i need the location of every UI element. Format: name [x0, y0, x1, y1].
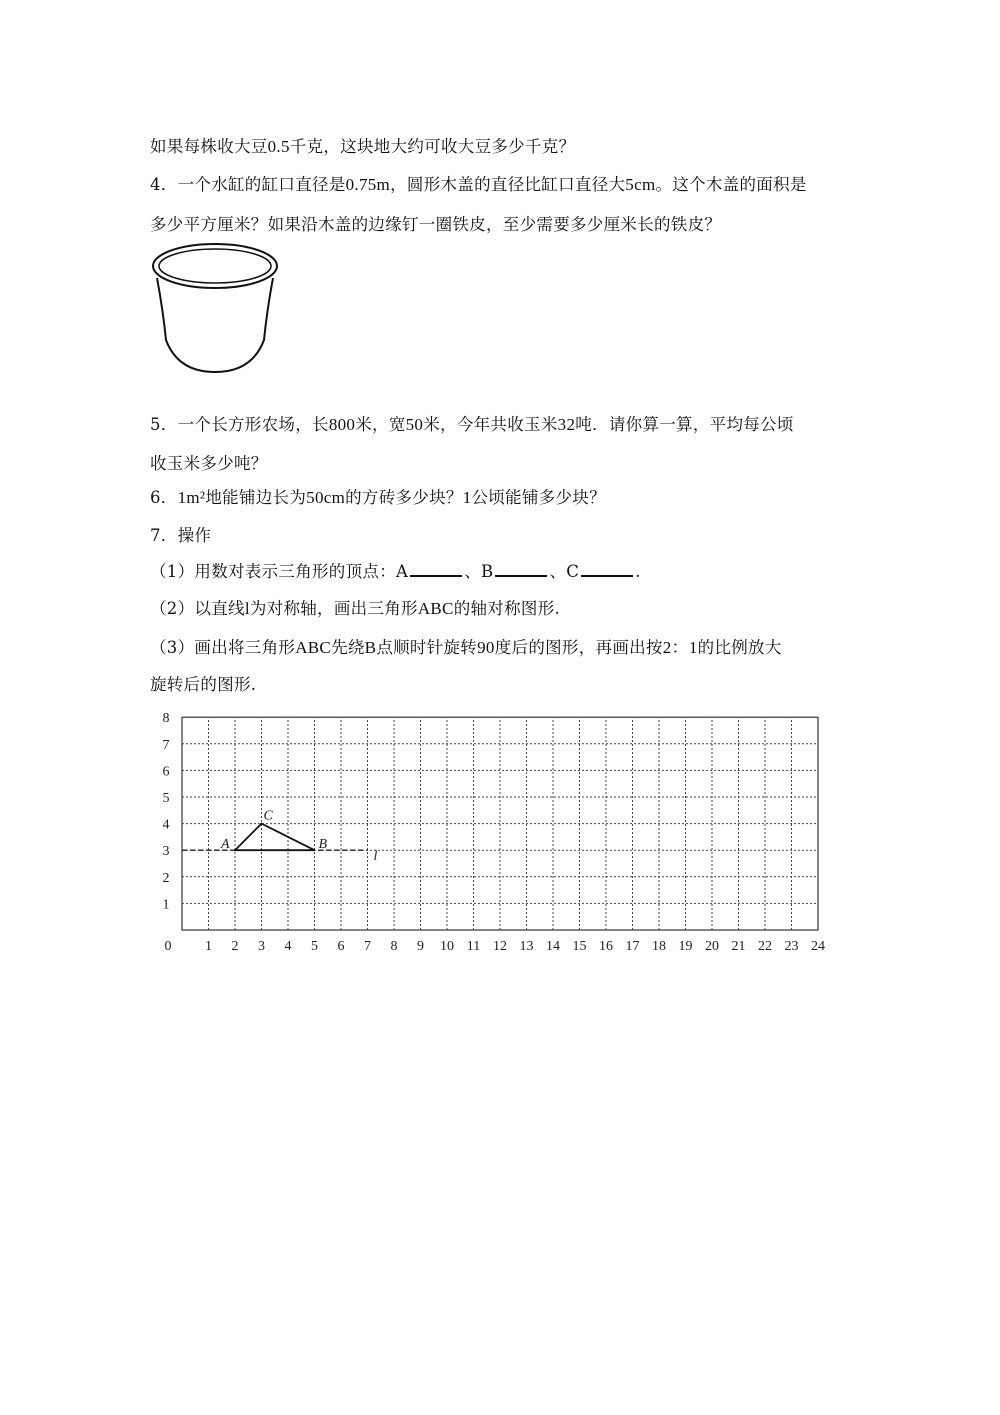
q5-length: 800: [328, 415, 356, 434]
x-tick-label: 18: [652, 939, 666, 954]
q6-text-g: 公顷能铺多少块？: [471, 488, 606, 507]
q7-p1-text-a: （1）用数对表示三角形的顶点：A: [150, 562, 409, 581]
q5-tons: 32: [557, 415, 576, 434]
symmetry-line-label: l: [373, 849, 378, 865]
q4-text-a: 4．一个水缸的缸口直径是: [150, 175, 346, 194]
answer-blank-c[interactable]: [581, 561, 633, 577]
x-tick-label: 0: [164, 939, 172, 954]
x-tick-label: 15: [572, 939, 587, 954]
q3-tail-line: [150, 133, 575, 157]
q6-text-c: 地能铺边长为: [205, 488, 307, 507]
y-tick-label: 7: [162, 737, 170, 753]
q7-title: 7．操作: [150, 526, 212, 545]
q7-part-1: [150, 558, 641, 582]
x-tick-label: 16: [599, 939, 613, 954]
q5-line-2: 收玉米多少吨？: [150, 454, 268, 473]
x-tick-label: 14: [546, 939, 560, 954]
q5-line-1: [150, 411, 794, 435]
y-tick-label: 2: [162, 870, 170, 886]
q4-diff: 5cm: [625, 175, 656, 194]
x-tick-label: 20: [705, 939, 719, 954]
vertex-label-a: A: [221, 837, 230, 853]
q7-p2-line-name: l: [244, 599, 250, 618]
x-tick-label: 23: [784, 939, 799, 954]
q7-p3-text-e: 点顺时针旋转: [376, 638, 478, 657]
q5-width: 50: [405, 415, 424, 434]
q5-text-g: 吨．请你算一算，平均每公顷: [575, 415, 794, 434]
q6-side: 50cm: [306, 488, 346, 507]
q5-text-c: 米，宽: [355, 415, 406, 434]
q5-text-a: 5．一个长方形农场，长: [150, 415, 329, 434]
x-tick-label: 19: [678, 939, 693, 954]
q6-hectare: 1: [462, 488, 472, 507]
vertex-label-b: B: [318, 837, 328, 853]
q7-p1-text-b: 、B: [464, 562, 494, 581]
q4-diameter: 0.75m: [345, 175, 391, 194]
q7-part-2: [150, 595, 560, 619]
x-tick-label: 13: [519, 939, 534, 954]
y-tick-label: 8: [162, 711, 170, 727]
q7-p1-text-d: .: [635, 562, 641, 581]
q7-p2-text-a: （2）以直线: [150, 599, 245, 618]
x-tick-label: 12: [493, 939, 507, 954]
q4-line-1: [150, 171, 807, 195]
q7-p2-text-c: 为对称轴，画出三角形: [249, 599, 418, 618]
q7-part-3: [150, 633, 782, 658]
q3-text-1: 如果每株收大豆: [150, 137, 268, 156]
x-tick-label: 9: [417, 939, 424, 954]
x-tick-label: 1: [205, 939, 212, 954]
q6-text-e: 的方砖多少块？: [345, 488, 463, 507]
answer-blank-a[interactable]: [410, 561, 462, 577]
triangle-abc: [235, 824, 315, 851]
x-tick-label: 7: [364, 939, 371, 954]
water-vat-drawing: [148, 240, 288, 375]
q7-part-3-cont: 旋转后的图形.: [150, 675, 257, 694]
x-tick-label: 10: [440, 939, 454, 954]
y-tick-label: 6: [162, 764, 170, 780]
x-tick-label: 4: [284, 939, 292, 954]
q6-area: 1m²: [177, 488, 206, 507]
q7-p2-text-e: 的轴对称图形.: [453, 599, 561, 618]
q7-p3-text-a: （3）画出将三角形: [150, 638, 296, 657]
q6-num-label: 6．: [150, 488, 178, 507]
x-tick-label: 22: [758, 939, 772, 954]
q4-line-2: 多少平方厘米？如果沿木盖的边缘钉一圈铁皮，至少需要多少厘米长的铁皮？: [150, 215, 722, 234]
q7-p2-triangle: ABC: [417, 599, 454, 618]
y-tick-label: 3: [162, 844, 170, 860]
q5-text-e: 米，今年共收玉米: [423, 415, 558, 434]
answer-blank-b[interactable]: [495, 561, 547, 577]
q7-p3-text-g: 度后的图形，再画出按: [494, 638, 663, 657]
q7-p3-text-i: 的比例放大: [697, 638, 782, 657]
x-tick-label: 21: [731, 939, 746, 954]
q7-p3-text-c: 先绕: [331, 638, 365, 657]
x-tick-label: 8: [390, 939, 398, 954]
q4-text-c: ，圆形木盖的直径比缸口直径大: [390, 175, 626, 194]
y-tick-label: 5: [162, 791, 170, 806]
q7-p3-point: B: [364, 638, 377, 657]
vertex-label-c: C: [263, 808, 273, 824]
coordinate-grid: [150, 700, 840, 960]
q3-num-1: 0.5: [267, 137, 290, 156]
x-tick-label: 5: [311, 939, 318, 954]
x-tick-label: 2: [231, 939, 239, 954]
x-tick-label: 3: [258, 939, 265, 954]
x-tick-label: 17: [625, 939, 640, 954]
q4-text-e: 。这个木盖的面积是: [655, 175, 807, 194]
q7-p3-triangle: ABC: [295, 638, 332, 657]
q7-p3-ratio: 2：1: [662, 638, 698, 657]
q7-p1-text-c: 、C: [549, 562, 580, 581]
x-tick-label: 11: [466, 939, 481, 954]
y-tick-label: 1: [162, 897, 170, 913]
y-tick-label: 4: [162, 817, 170, 833]
x-tick-label: 6: [337, 939, 345, 954]
x-tick-label: 24: [811, 939, 825, 954]
q3-text-2: 千克，这块地大约可收大豆多少千克？: [289, 137, 576, 156]
q7-p3-degrees: 90: [477, 638, 495, 657]
q6-line: [150, 484, 606, 508]
